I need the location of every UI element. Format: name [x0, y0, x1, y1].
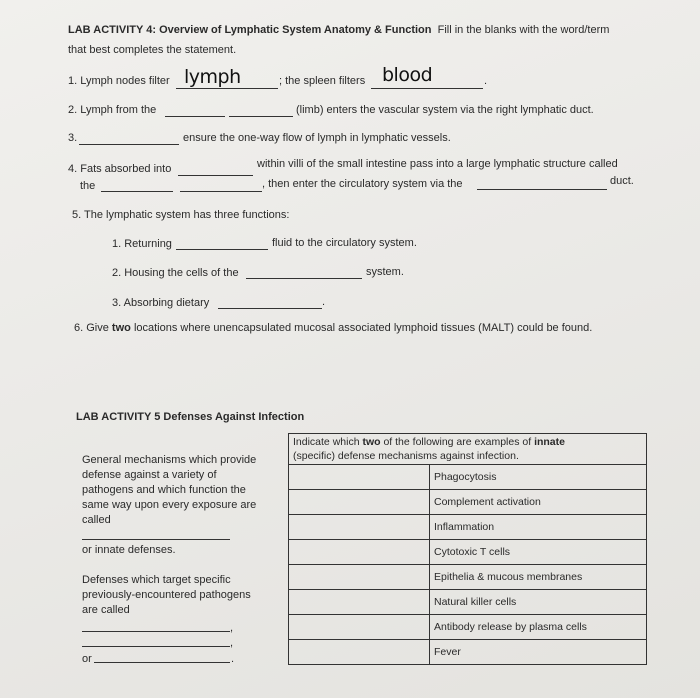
q5-text: 5. The lymphatic system has three functions:: [72, 209, 290, 221]
q6-text: [74, 321, 592, 335]
q5-1-blank[interactable]: [176, 249, 268, 250]
innate-defense-table: [288, 433, 647, 665]
q4-blank-2[interactable]: [101, 191, 173, 192]
lab5-blank-adaptive-1[interactable]: [82, 631, 230, 632]
q5-3-text-b: .: [322, 296, 326, 308]
q2-text-b: (limb) enters the vascular system via the right lymphatic duct.: [296, 104, 594, 116]
q1-blank-2[interactable]: [371, 88, 483, 89]
q5-2-blank[interactable]: [246, 278, 362, 279]
option-label: Fever: [430, 640, 647, 665]
answer-cell[interactable]: [289, 615, 430, 640]
q5-3-blank[interactable]: [218, 308, 322, 309]
q4-text-b: within villi of the small intestine pass into a large lymphatic structure called: [257, 158, 618, 170]
q4-blank-1[interactable]: [178, 175, 253, 176]
q5-3-text-a: 3. Absorbing dietary: [112, 297, 210, 309]
table-header: [289, 434, 647, 465]
q6-text-a: 6. Give: [74, 322, 109, 334]
answer-cell[interactable]: [289, 490, 430, 515]
q2-blank-1[interactable]: [165, 116, 225, 117]
table-header-bold-1: two: [362, 436, 381, 448]
q1-text-b: ; the spleen filters: [279, 75, 366, 87]
lab5-title: LAB ACTIVITY 5 Defenses Against Infection: [76, 411, 305, 423]
answer-cell[interactable]: [289, 540, 430, 565]
lab5-comma-1: ,: [230, 622, 234, 634]
answer-cell[interactable]: [289, 590, 430, 615]
lab4-header: [68, 23, 609, 37]
q2-text-a: 2. Lymph from the: [68, 104, 157, 116]
table-row: [289, 465, 647, 490]
lab4-instruction: Fill in the blanks with the word/term: [437, 24, 610, 36]
option-label: Phagocytosis: [430, 465, 647, 490]
table-row: [289, 540, 647, 565]
answer-cell[interactable]: [289, 465, 430, 490]
q4-text-c: the: [80, 180, 96, 192]
q4-text-a: 4. Fats absorbed into: [68, 163, 172, 175]
option-label: Inflammation: [430, 515, 647, 540]
table-row: [289, 515, 647, 540]
lab5-comma-2: ,: [230, 637, 234, 649]
q1-text-a: 1. Lymph nodes filter: [68, 75, 170, 87]
lab5-left-text-2: or innate defenses.: [82, 544, 176, 556]
table-row: [289, 490, 647, 515]
lab4-title-rest: Overview of Lymphatic System Anatomy & Function: [159, 24, 432, 36]
q5-2-text-b: system.: [366, 266, 404, 278]
q1-end: .: [484, 75, 488, 87]
option-label: Complement activation: [430, 490, 647, 515]
q2-blank-2[interactable]: [229, 116, 293, 117]
lab5-left-text-3: Defenses which target specific previously-encountered pathogens are called: [82, 574, 251, 616]
lab4-title: LAB ACTIVITY 4:: [68, 24, 157, 36]
q5-1-text-b: fluid to the circulatory system.: [272, 237, 417, 249]
q4-blank-3[interactable]: [180, 191, 262, 192]
lab5-period: .: [231, 653, 235, 665]
q1-blank-1[interactable]: [176, 88, 278, 89]
table-row: [289, 615, 647, 640]
q3-blank[interactable]: [79, 144, 179, 145]
table-row: [289, 590, 647, 615]
q4-text-e: duct.: [610, 175, 634, 187]
answer-cell[interactable]: [289, 640, 430, 665]
q5-1-text-a: 1. Returning: [112, 238, 172, 250]
q4-text-d: , then enter the circulatory system via the: [262, 178, 463, 190]
answer-cell[interactable]: [289, 565, 430, 590]
table-header-bold-2: innate: [534, 436, 565, 448]
table-row: [289, 640, 647, 665]
lab5-or: or: [82, 653, 92, 665]
q6-bold: two: [111, 322, 131, 334]
lab4-instruction-line2: that best completes the statement.: [68, 44, 237, 56]
lab5-blank-innate[interactable]: [82, 539, 230, 540]
table-header-row: [289, 434, 647, 465]
q6-text-b: locations where unencapsulated mucosal associated lymphoid tissues (MALT) could be found.: [133, 322, 593, 334]
option-label: Antibody release by plasma cells: [430, 615, 647, 640]
option-label: Natural killer cells: [430, 590, 647, 615]
table-header-b: of the following are examples of: [383, 436, 532, 448]
table-header-c: (specific) defense mechanisms against infection.: [293, 450, 519, 462]
answer-cell[interactable]: [289, 515, 430, 540]
table-header-a: Indicate which: [293, 436, 360, 448]
option-label: Epithelia & mucous membranes: [430, 565, 647, 590]
q3-num: 3.: [68, 132, 78, 144]
lab5-blank-adaptive-2[interactable]: [82, 646, 230, 647]
q1-handwritten-answer-1: lymph: [184, 66, 241, 88]
lab5-blank-adaptive-3[interactable]: [94, 662, 230, 663]
q4-blank-4[interactable]: [477, 189, 607, 190]
lab5-left-text-1: General mechanisms which provide defense against a variety of pathogens and which function the same way upon every exposure are called: [82, 454, 257, 526]
option-label: Cytotoxic T cells: [430, 540, 647, 565]
q3-text: ensure the one-way flow of lymph in lymphatic vessels.: [183, 132, 451, 144]
table-row: [289, 565, 647, 590]
q5-2-text-a: 2. Housing the cells of the: [112, 267, 239, 279]
q1-handwritten-answer-2: blood: [382, 64, 433, 86]
